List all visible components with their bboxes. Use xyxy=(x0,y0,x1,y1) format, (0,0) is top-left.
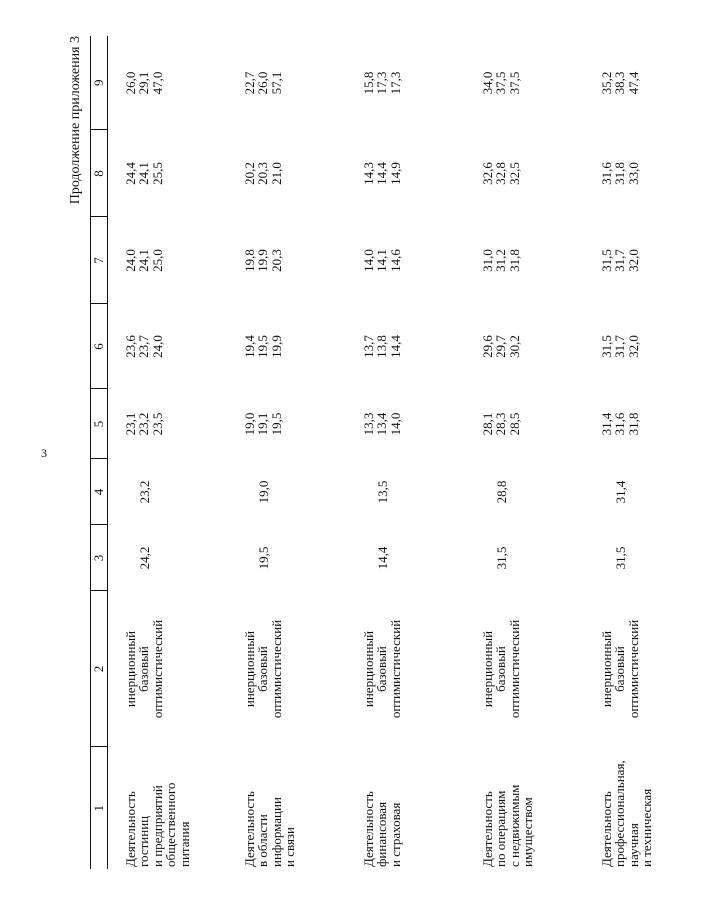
forecast-values: 14,0 14,1 14,6 xyxy=(361,249,403,272)
table-row xyxy=(114,36,233,869)
table-row xyxy=(471,36,590,869)
scenario-list: инерционный базовый оптимистический xyxy=(242,619,284,719)
rotated-page-content xyxy=(68,36,655,869)
forecast-values: 35,2 38,3 47,4 xyxy=(599,71,641,95)
forecast-values: 13,3 13,4 14,0 xyxy=(361,412,403,436)
base-value: 19,5 xyxy=(256,546,271,570)
activity-name: Деятельность по операциям с недвижимым имуществом xyxy=(480,784,536,867)
forecast-values: 26,0 29,1 47,0 xyxy=(123,71,165,95)
forecast-values: 31,5 31,7 32,0 xyxy=(599,249,641,272)
column-header: 6 xyxy=(91,304,108,389)
column-header: 8 xyxy=(91,130,108,217)
forecast-values: 24,0 24,1 25,0 xyxy=(123,249,165,272)
column-header: 1 xyxy=(91,747,108,869)
forecast-values: 31,4 31,6 31,8 xyxy=(599,412,641,436)
activity-name: Деятельность профессиональная, научная и техническая xyxy=(599,760,655,867)
forecast-values: 19,4 19,5 19,9 xyxy=(242,335,284,358)
column-number-header xyxy=(91,36,108,869)
forecast-values: 24,4 24,1 25,5 xyxy=(123,162,165,185)
scenario-list: инерционный базовый оптимистический xyxy=(599,619,641,719)
forecast-values: 31,6 31,8 33,0 xyxy=(599,162,641,185)
column-header: 3 xyxy=(91,525,108,591)
base-value: 31,5 xyxy=(613,546,628,570)
appendix-continuation-title: Продолжение приложения 3 xyxy=(68,36,83,205)
table-row xyxy=(352,36,471,869)
forecast-values: 28,1 28,3 28,5 xyxy=(480,412,522,436)
forecast-values: 23,1 23,2 23,5 xyxy=(123,412,165,436)
forecast-values: 31,0 31,2 31,8 xyxy=(480,249,522,272)
estimate-value: 19,0 xyxy=(256,480,271,504)
base-value: 31,5 xyxy=(494,546,509,570)
forecast-values: 29,6 29,7 30,2 xyxy=(480,335,522,358)
base-value: 24,2 xyxy=(137,546,152,570)
activity-name: Деятельность финансовая и страховая xyxy=(361,791,403,867)
base-value: 14,4 xyxy=(375,546,390,570)
activity-name: Деятельность гостиниц и предприятий общественного питания xyxy=(123,782,192,867)
forecast-values: 32,6 32,8 32,5 xyxy=(480,162,522,185)
column-header: 7 xyxy=(91,217,108,304)
estimate-value: 31,4 xyxy=(613,480,628,504)
forecast-values: 19,8 19,9 20,3 xyxy=(242,249,284,272)
estimate-value: 28,8 xyxy=(494,480,509,504)
forecast-values: 34,0 37,5 37,5 xyxy=(480,71,522,95)
forecast-values: 20,2 20,3 21,0 xyxy=(242,162,284,185)
activity-name: Деятельность в области информации и связи xyxy=(242,791,298,867)
scenario-list: инерционный базовый оптимистический xyxy=(123,619,165,719)
column-header: 5 xyxy=(91,389,108,459)
page-number: 3 xyxy=(41,446,47,460)
table-row xyxy=(590,36,709,869)
forecast-table xyxy=(90,36,709,869)
column-header: 4 xyxy=(91,459,108,525)
column-header: 2 xyxy=(91,591,108,747)
estimate-value: 13,5 xyxy=(375,480,390,504)
forecast-values: 31,5 31,7 32,0 xyxy=(599,335,641,358)
forecast-values: 23,6 23,7 24,0 xyxy=(123,335,165,358)
forecast-values: 15,8 17,3 17,3 xyxy=(361,71,403,95)
forecast-values: 22,7 26,0 57,1 xyxy=(242,71,284,95)
forecast-values: 14,3 14,4 14,9 xyxy=(361,162,403,185)
forecast-values: 19,0 19,1 19,5 xyxy=(242,412,284,436)
scenario-list: инерционный базовый оптимистический xyxy=(361,619,403,719)
column-header: 9 xyxy=(91,36,108,130)
forecast-values: 13,7 13,8 14,4 xyxy=(361,335,403,358)
estimate-value: 23,2 xyxy=(137,480,152,504)
table-row xyxy=(233,36,352,869)
scenario-list: инерционный базовый оптимистический xyxy=(480,619,522,719)
